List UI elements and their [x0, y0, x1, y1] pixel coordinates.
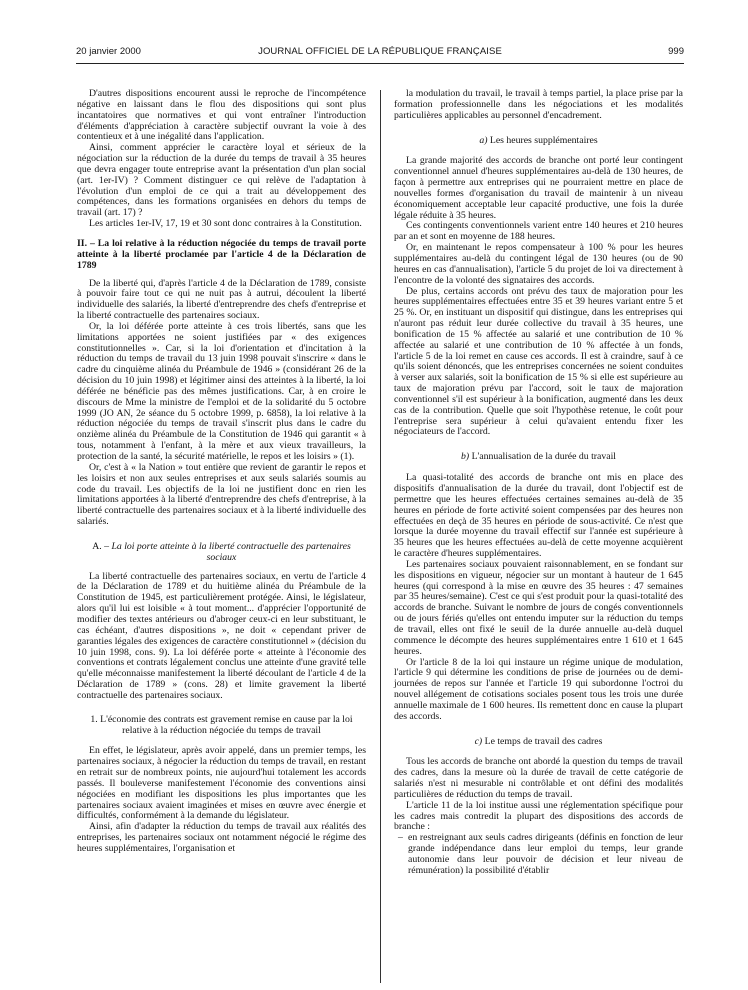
subheading: [394, 136, 683, 147]
paragraph: Or, en maintenant le repos compensateur à 100 % pour les heures supplémentaires au-delà du contingent légal de 130 heures (ou de 90 heures en cas d'annualisation), l'article 5 du projet de loi va directement à l'encontre de la volonté des signataires des accords.: [394, 242, 683, 286]
section-heading: II. – La loi relative à la réduction négociée du temps de travail porte atteinte à la liberté proclamée par l'article 4 de la Déclaration de 1789: [77, 237, 366, 271]
header-rule: [76, 63, 684, 64]
left-column: [77, 89, 366, 855]
paragraph: Tous les accords de branche ont abordé la question du temps de travail des cadres, dans la mesure où la durée de travail de cette catégorie de salariés n'est ni mesurable ni contrôlable et ont défini des modalités particulières de réduction du temps de travail.: [394, 756, 683, 800]
subsection-label: A. –: [92, 540, 110, 552]
paragraph: La quasi-totalité des accords de branche ont mis en place des dispositifs d'annualisation de la durée du travail, dont l'objectif est de permettre que les heures effectuées certaines semaines au-delà de 35 heures en période de forte activité soient compensées par des heures non effectuées en deçà de 35 heures en période de sous-activité. Ce n'est que lorsque la durée moyenne du travail effectif sur l'année est supérieure à 35 heures que les heures effectuées au-delà de cette moyenne acquièrent le caractère d'heures supplémentaires.: [394, 472, 683, 560]
subheading-letter: b): [461, 451, 470, 463]
list-bullet: –: [398, 832, 403, 844]
paragraph: Les partenaires sociaux pouvaient raisonnablement, en se fondant sur les dispositions en vigueur, négocier sur un montant à hauteur de 1 645 heures (qui correspond à la mise en œuvre des 35 heures : 47 semaines par 35 heures/semaine). C'est ce qui s'est produit pour la quasi-totalité des accords de branche. Suivant le nombre de jours de congés conventionnels ou de jours fériés qu'elles ont entendu imputer sur la réduction du temps de travail, elles ont fixé le seuil de la durée annuelle au-delà duquel commence le décompte des heures supplémentaires entre 1 610 et 1 645 heures.: [394, 558, 683, 657]
paragraph: La liberté contractuelle des partenaires sociaux, en vertu de l'article 4 de la Déclaration de 1789 et du huitième alinéa du Préambule de la Constitution de 1945, est particulièrement protégée. Ainsi, le législateur, alors qu'il lui est loisible « à tout moment... d'apprécier l'opportunité de modifier des textes antérieurs ou d'abroger ceux-ci en leur substituant, le cas échéant, d'autres dispositions », ne doit « cependant priver de garanties légales des exigences de caractère constitutionnel » (décision du 10 juin 1998, cons. 9). La loi déférée porte « atteinte à l'économie des conventions et contrats légalement conclus une atteinte d'une gravité telle qu'elle méconnaisse manifestement la liberté découlant de l'article 4 de la Déclaration de 1789 » (cons. 28) et limite gravement la liberté contractuelle des partenaires sociaux.: [77, 570, 366, 701]
subsection-heading: [87, 542, 356, 564]
paragraph: Ainsi, afin d'adapter la réduction du temps de travail aux réalités des entreprises, les partenaires sociaux ont notamment négocié le régime des heures supplémentaires, l'organisation et: [77, 821, 366, 854]
header-date: 20 janvier 2000: [76, 46, 141, 57]
column-divider: [380, 90, 381, 983]
right-column: [394, 89, 683, 877]
subheading-letter: c): [474, 735, 483, 747]
header-page-number: 999: [668, 46, 684, 57]
paragraph: De la liberté qui, d'après l'article 4 de la Déclaration de 1789, consiste à pouvoir faire tout ce qui ne nuit pas à autrui, découlent la liberté individuelle des salariés, la liberté d'entreprendre des chefs d'entreprise et la liberté contractuelle des partenaires sociaux.: [77, 277, 366, 322]
subheading: [394, 737, 683, 748]
paragraph: Ces contingents conventionnels varient entre 140 heures et 210 heures par an et sont en moyenne de 188 heures.: [394, 220, 683, 243]
list-item-text: en restreignant aux seuls cadres dirigeants (définis en fonction de leur grande indépendance dans leur emploi du temps, leur grande autonomie dans leur pouvoir de décision et leur niveau de rémunération) la possibilité d'établir: [408, 832, 683, 876]
paragraph: Or, c'est à « la Nation » tout entière que revient de garantir le repos et les loisirs et non aux seules entreprises et aux seuls salariés soumis au code du travail. Les objectifs de la loi ne justifient donc en rien les limitations apportées à la liberté d'entreprendre des chefs d'entreprise, à la liberté contractuelle des partenaires sociaux et à la liberté individuelle des salariés.: [77, 461, 366, 528]
paragraph: La grande majorité des accords de branche ont porté leur contingent conventionnel annuel d'heures supplémentaires au-delà de 130 heures, de façon à permettre aux entreprises qui ne pourraient mettre en place de nouvelles formes d'organisation du travail de maintenir à un niveau économiquement acceptable leur capacité productive, une fois la durée légale réduite à 35 heures.: [394, 155, 683, 221]
subheading-text: Le temps de travail des cadres: [484, 735, 603, 747]
subsection-heading: 1. L'économie des contrats est gravement remise en cause par la loi relative à la réduction négociée du temps de travail: [90, 713, 353, 736]
subheading-text: L'annualisation de la durée du travail: [471, 451, 616, 463]
subsection-title: La loi porte atteinte à la liberté contractuelle des partenaires sociaux: [111, 540, 351, 563]
list-item: [394, 833, 683, 876]
paragraph: D'autres dispositions encourent aussi le reproche de l'incompétence négative en laissant dans le flou des dispositions qui sont plus incantatoires que normatives et qui vont entraîner l'introduction d'éléments d'appréciation à caractère subjectif ouvrant la voie à des contentieux et à une inégalité dans l'application.: [77, 88, 366, 143]
page-header: [76, 46, 684, 60]
header-journal-title: JOURNAL OFFICIEL DE LA RÉPUBLIQUE FRANÇAISE: [258, 46, 502, 57]
paragraph: De plus, certains accords ont prévu des taux de majoration pour les heures supplémentaires effectuées entre 35 et 39 heures variant entre 5 et 25 %. Or, en instituant un dispositif qui distingue, dans les entreprises qui n'auront pas réduit leur durée collective du travail à 35 heures, une bonification de 15 % affectée au salarié et une contribution de 10 % affectée au salarié et une contribution de 10 % affectée à un fonds, l'article 5 de la loi remet en cause ces accords. Il est à craindre, sauf à ce qu'ils soient dénoncés, que les entreprises concernées ne soient conduites à verser aux salariés, soit la bonification de 15 % si elle est supérieure au taux de majoration prévu par l'accord, soit le taux de majoration conventionnel s'il est supérieur à la bonification, augmenté dans les deux cas de la contribution. Quelle que soit l'hypothèse retenue, le coût pour l'entreprise sera supérieur à celui qu'avaient entendu fixer les négociateurs de l'accord.: [394, 285, 683, 438]
subheading-letter: a): [479, 134, 488, 146]
paragraph: En effet, le législateur, après avoir appelé, dans un premier temps, les partenaires sociaux, à négocier la réduction du temps de travail, en restant en retrait sur de nombreux points, nie aujourd'hui totalement les accords passés. Il bouleverse manifestement l'économie des conventions ainsi négociées en modifiant les dispositions les plus importantes que les partenaires sociaux avaient imaginées et mises en œuvre avec énergie et difficultés, conformément à la demande du législateur.: [77, 745, 366, 822]
subheading-text: Les heures supplémentaires: [489, 134, 598, 146]
paragraph: la modulation du travail, le travail à temps partiel, la place prise par la formation professionnelle dans les négociations et les modalités particulières applicables au personnel d'encadrement.: [394, 88, 683, 121]
paragraph: Les articles 1er-IV, 17, 19 et 30 sont donc contraires à la Constitution.: [89, 218, 362, 230]
subheading: [394, 452, 683, 463]
paragraph: Or l'article 8 de la loi qui instaure un régime unique de modulation, l'article 9 qui détermine les conditions de prise de journées ou de demi-journées de repos sur l'année et l'article 19 qui subordonne l'octroi du nouvel allégement de cotisations sociales posent tous les trois une durée annuelle maximale de 1 600 heures. Ils remettent donc en cause la plupart des accords.: [394, 656, 683, 722]
paragraph: Ainsi, comment apprécier le caractère loyal et sérieux de la négociation sur la réduction de la durée du temps de travail à 35 heures que devra engager toute entreprise avant la présentation d'un plan social (art. 1er-IV) ? Comment distinguer ce qui relève de l'adaptation à l'évolution d'un emploi de ce qui a trait au développement des compétences, dans les formations organisées en dehors du temps de travail (art. 17) ?: [77, 142, 366, 219]
paragraph: L'article 11 de la loi institue aussi une réglementation spécifique pour les cadres mais contredit la plupart des dispositions des accords de branche :: [394, 799, 683, 833]
paragraph: Or, la loi déférée porte atteinte à ces trois libertés, sans que les limitations apportées ne soient justifiées par « des exigences constitutionnelles ». Car, si la loi d'orientation et d'incitation à la réduction du temps de travail du 13 juin 1998 pouvait s'inscrire « dans le cadre du cinquième alinéa du Préambule de 1946 » (considérant 26 de la décision du 10 juin 1998) et légitimer ainsi des atteintes à la liberté, la loi déférée ne bénéficie pas des mêmes justifications. Car, à en croire le discours de Mme la ministre de l'emploi et de la solidarité du 5 octobre 1999 (JO AN, 2e séance du 5 octobre 1999, p. 6858), la loi relative à la réduction négociée du temps de travail s'inscrit plus dans le cadre du onzième alinéa du Préambule de la Constitution de 1946 qui garantit « à tous, notamment à l'enfant, à la mère et aux vieux travailleurs, la protection de la santé, la sécurité matérielle, le repos et les loisirs » (1).: [77, 320, 366, 462]
